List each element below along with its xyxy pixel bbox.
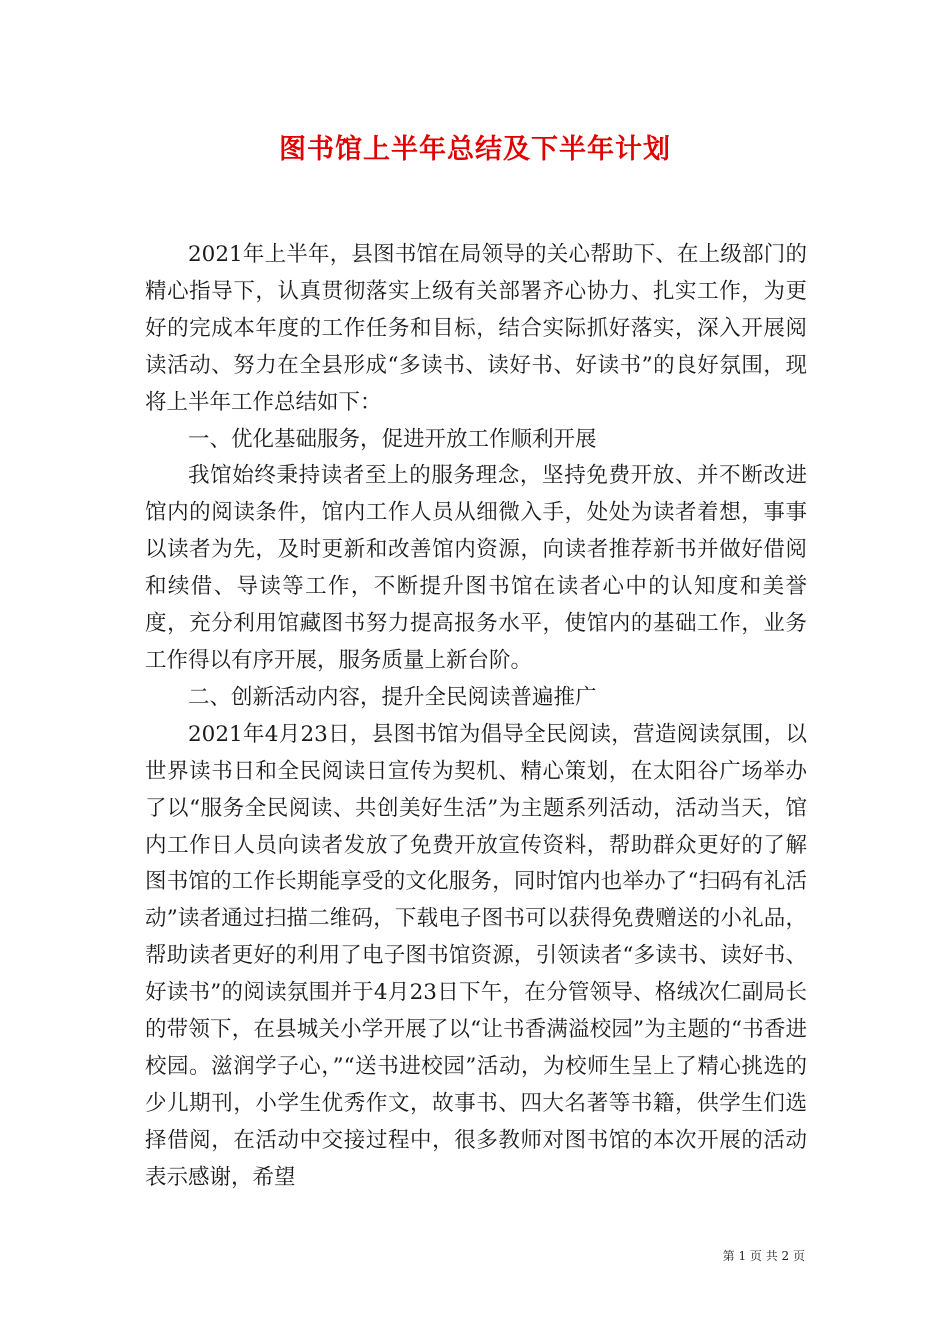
paragraph-section-1: 我馆始终秉持读者至上的服务理念，坚持免费开放、并不断改进馆内的阅读条件，馆内工作人员从细微入手，处处为读者着想，事事以读者为先，及时更新和改善馆内资源，向读者推荐新书并做好借阅和续借、导读等工作，不断提升图书馆在读者心中的认知度和美誉度，充分利用馆藏图书努力提高报务水平，使馆内的基础工作，业务工作得以有序开展，服务质量上新台阶。 <box>145 463 807 673</box>
section-heading-1: 一、优化基础服务，促进开放工作顺利开展 <box>188 426 597 452</box>
page-number: 第 1 页 共 2 页 <box>722 1249 805 1263</box>
section-heading-2: 二、创新活动内容，提升全民阅读普遍推广 <box>188 684 597 710</box>
document-title: 图书馆上半年总结及下半年计划 <box>279 134 671 165</box>
document-body <box>145 237 807 1197</box>
paragraph-section-2: 2021年4月23日，县图书馆为倡导全民阅读，营造阅读氛围，以世界读书日和全民阅读日宣传为契机、精心策划，在太阳谷广场举办了以“服务全民阅读、共创美好生活”为主题系列活动，活动当天，馆内工作日人员向读者发放了免费开放宣传资料，帮助群众更好的了解图书馆的工作长期能享受的文化服务，同时馆内也举办了“扫码有礼活动”读者通过扫描二维码，下载电子图书可以获得免费赠送的小礼品，帮助读者更好的利用了电子图书馆资源，引领读者“多读书、读好书、好读书”的阅读氛围并于4月23日下午，在分管领导、格绒次仁副局长的带领下，在县城关小学开展了以“让书香满溢校园”为主题的“书香进校园。滋润学子心，”“送书进校园”活动，为校师生呈上了精心挑选的少儿期刊，小学生优秀作文，故事书、四大名著等书籍，供学生们选择借阅，在活动中交接过程中，很多教师对图书馆的本次开展的活动表示感谢，希望 <box>145 721 807 1190</box>
paragraph-intro: 2021年上半年，县图书馆在局领导的关心帮助下、在上级部门的精心指导下，认真贯彻落实上级有关部署齐心协力、扎实工作，为更好的完成本年度的工作任务和目标，结合实际抓好落实，深入开展阅读活动、努力在全县形成“多读书、读好书、好读书”的良好氛围，现将上半年工作总结如下： <box>145 242 807 415</box>
